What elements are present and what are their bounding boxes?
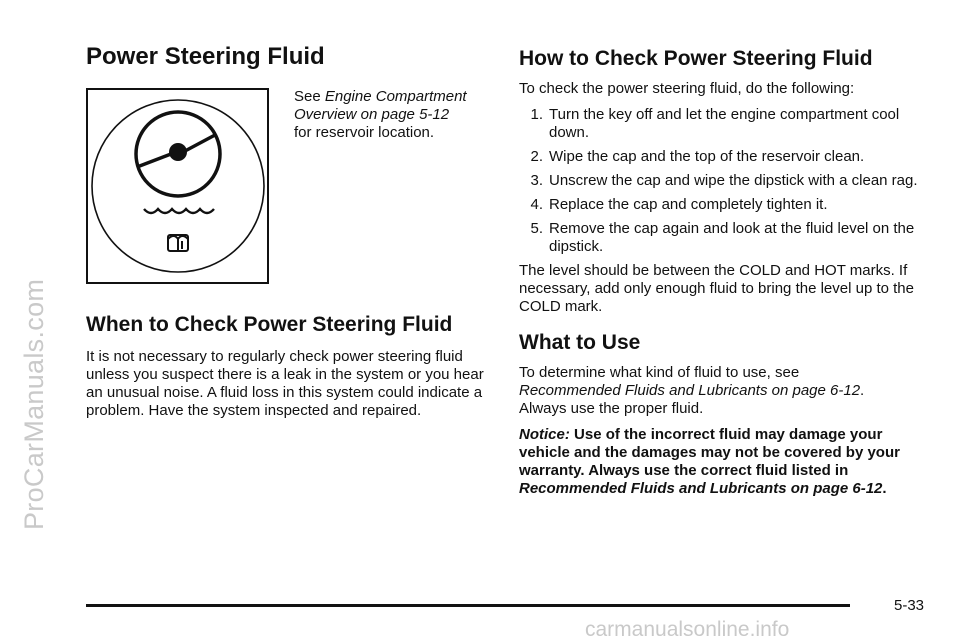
footer-rule	[86, 604, 850, 607]
what-outro: Always use the proper fluid.	[519, 400, 704, 417]
recommended-fluids-link[interactable]: Recommended Fluids and Lubricants on page 6-12	[519, 382, 861, 399]
watermark-bottom: carmanualsonline.info	[585, 618, 790, 641]
when-body: It is not necessary to regularly check power steering fluid unless you suspect there is a leak in the system or you hear an unusual noise. A fluid loss in this system could indicate a problem. Have the system inspected and repaired.	[86, 348, 484, 419]
level-text: The level should be between the COLD and HOT marks. If necessary, add only enough fluid to bring the level up to the COLD mark.	[519, 262, 914, 315]
what-body: To determine what kind of fluid to use, see Recommended Fluids and Lubricants on page 6-12. Always use the proper fluid.	[519, 364, 865, 417]
notice-recommended-fluids-link[interactable]: Recommended Fluids and Lubricants on page 6-12	[519, 480, 883, 497]
what-heading: What to Use	[519, 331, 641, 354]
notice-label: Notice:	[519, 426, 570, 443]
step-item: 3. Unscrew the cap and wipe the dipstick with a clean rag.	[530, 172, 918, 189]
power-steering-fluid-icon-box	[86, 88, 269, 284]
right-column	[519, 42, 924, 498]
notice: Notice: Use of the incorrect fluid may damage your vehicle and the damages may not be covered by your warranty. Always use the correct fluid listed in Recommended Fluids and Lubricants on page 6-12.	[519, 426, 900, 497]
page-title: Power Steering Fluid	[86, 43, 325, 70]
when-heading: When to Check Power Steering Fluid	[86, 313, 453, 336]
what-intro: To determine what kind of fluid to use, see	[519, 364, 800, 381]
page-number: 5-33	[894, 597, 925, 614]
power-steering-fluid-icon	[88, 90, 267, 282]
step-item: 5. Remove the cap again and look at the fluid level on the dipstick.	[530, 220, 915, 255]
see-suffix: for reservoir location.	[294, 124, 435, 141]
how-heading: How to Check Power Steering Fluid	[519, 47, 873, 70]
when-section	[86, 312, 491, 420]
reservoir-reference	[294, 88, 494, 142]
step-item: 4. Replace the cap and completely tighten it.	[530, 196, 828, 213]
notice-text: Use of the incorrect fluid may damage your vehicle and the damages may not be covered by your warranty. Always use the correct fluid listed in	[519, 426, 900, 479]
how-intro: To check the power steering fluid, do the following:	[519, 80, 855, 97]
see-prefix: See	[294, 88, 325, 105]
step-item: 2. Wipe the cap and the top of the reservoir clean.	[530, 148, 865, 165]
steps-list	[519, 106, 924, 256]
left-column	[86, 42, 491, 419]
step-item: 1. Turn the key off and let the engine compartment cool down.	[530, 106, 900, 141]
engine-compartment-link[interactable]: Engine Compartment Overview on page 5-12	[294, 88, 467, 123]
watermark-left: ProCarManuals.com	[19, 278, 49, 530]
